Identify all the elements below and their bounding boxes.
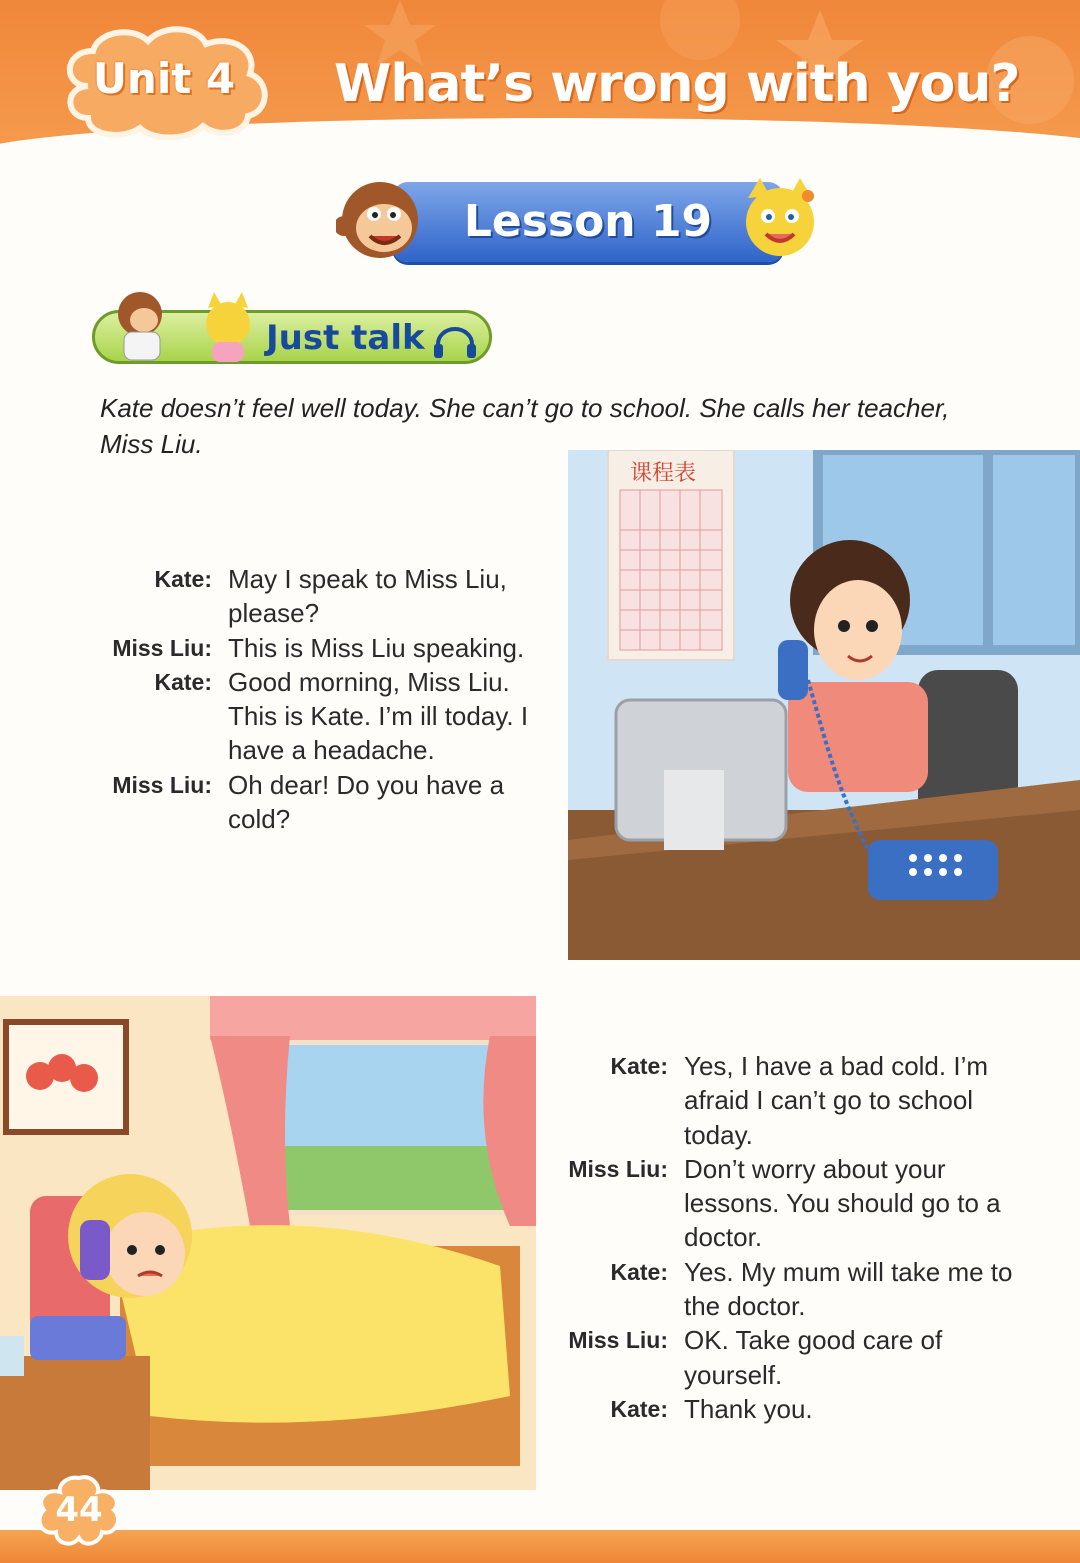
speaker-label: Kate: — [610, 1053, 668, 1079]
dialogue-line — [96, 562, 556, 631]
dialogue-line — [96, 665, 556, 768]
speech-text: Yes, I have a bad cold. I’m afraid I can’t go to school today. — [684, 1051, 989, 1150]
dialogue-line — [96, 631, 556, 665]
speech-text: Good morning, Miss Liu. This is Kate. I’m ill today. I have a headache. — [228, 666, 529, 766]
speech-text: Yes. My mum will take me to the doctor. — [684, 1256, 1013, 1322]
speaker-label: Kate: — [610, 1395, 668, 1422]
speech-text: Don’t worry about your lessons. You should go to a doctor. — [684, 1153, 1001, 1253]
just-talk-label: Just talk — [266, 318, 425, 358]
intro-text: Kate doesn’t feel well today. She can’t go to school. She calls her teacher, Miss Liu. — [100, 393, 950, 459]
speaker-label: Miss Liu: — [112, 771, 212, 798]
lesson-title: Lesson 19 — [463, 196, 713, 247]
office-illustration — [568, 450, 1080, 960]
dialogue-line — [552, 1323, 1022, 1392]
timetable-label: 课程表 — [630, 461, 697, 486]
dialogue-line — [96, 768, 556, 837]
dialogue-line — [552, 1152, 1022, 1255]
mascots-talking-icon — [100, 284, 270, 364]
dialogue-line — [552, 1049, 1022, 1152]
speech-text: Oh dear! Do you have a cold? — [228, 769, 505, 835]
speaker-label: Kate: — [610, 1258, 668, 1285]
speech-text: Thank you. — [684, 1393, 813, 1424]
speech-text: May I speak to Miss Liu, please? — [228, 564, 507, 629]
dialogue-line — [552, 1255, 1022, 1324]
dialogue-part-1 — [96, 562, 556, 836]
page-number: 44 — [55, 1490, 103, 1530]
speech-text: This is Miss Liu speaking. — [228, 632, 525, 663]
page-footer-band — [0, 1530, 1080, 1563]
speaker-label: Miss Liu: — [568, 1327, 668, 1354]
speaker-label: Miss Liu: — [568, 1155, 668, 1182]
bedroom-illustration — [0, 996, 536, 1490]
dialogue-part-2 — [552, 1049, 1022, 1426]
headphones-icon — [432, 326, 478, 360]
speaker-label: Miss Liu: — [112, 634, 212, 661]
speech-text: OK. Take good care of yourself. — [684, 1325, 943, 1390]
unit-label: Unit 4 — [92, 54, 236, 103]
dialogue-line — [552, 1392, 1022, 1426]
speaker-label: Kate: — [154, 668, 212, 695]
unit-title: What’s wrong with you? — [334, 54, 1020, 114]
speaker-label: Kate: — [154, 566, 212, 592]
